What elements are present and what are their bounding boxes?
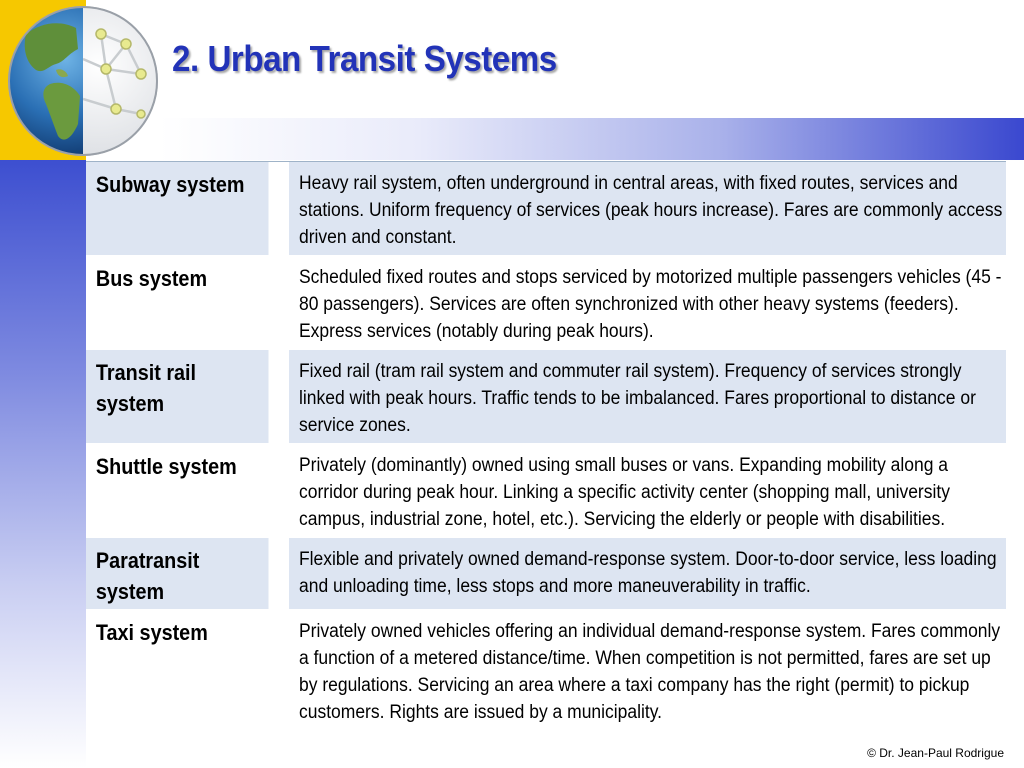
system-description-text: Privately owned vehicles offering an individual demand-response system. Fares commonly a function of a metered distance/time. When competition is not permitted, fares are set up by regulations. Servicing an area where a taxi company has the right (permit) to pickup customers. Rights are issued by a municipality. bbox=[299, 621, 1001, 723]
system-type: Subway system bbox=[86, 162, 269, 256]
system-description bbox=[289, 162, 1006, 256]
transit-systems-table bbox=[86, 161, 1006, 731]
system-description bbox=[289, 610, 1006, 731]
table-row bbox=[86, 538, 1006, 610]
system-type: Taxi system bbox=[86, 610, 269, 731]
table-row bbox=[86, 162, 1006, 256]
table-row bbox=[86, 610, 1006, 731]
copyright-notice: © Dr. Jean-Paul Rodrigue bbox=[867, 746, 1004, 760]
system-type: Paratransit system bbox=[86, 538, 269, 610]
system-description-text: Fixed rail (tram rail system and commuter rail system). Frequency of services strongly linked with peak hours. Traffic tends to be imbalanced. Fares proportional to distance or service zones. bbox=[299, 361, 976, 436]
system-description bbox=[289, 350, 1006, 444]
table-row bbox=[86, 256, 1006, 350]
system-description bbox=[289, 538, 1006, 610]
system-description bbox=[289, 256, 1006, 350]
system-description-text: Heavy rail system, often underground in central areas, with fixed routes, services and stations. Uniform frequency of services (peak hours increase). Fares are commonly access driven and constant. bbox=[299, 173, 1003, 248]
globe-network-icon bbox=[6, 4, 160, 158]
table-row bbox=[86, 444, 1006, 538]
system-description-text: Flexible and privately owned demand-response system. Door-to-door service, less loading and unloading time, less stops and more maneuverability in traffic. bbox=[299, 549, 997, 597]
system-description bbox=[289, 444, 1006, 538]
system-description-text: Privately (dominantly) owned using small buses or vans. Expanding mobility along a corridor during peak hour. Linking a specific activity center (shopping mall, university campus, industrial zone, hotel, etc.). Servicing the elderly or people with disabilities. bbox=[299, 455, 950, 530]
title-gradient-band bbox=[160, 118, 1024, 160]
table-row bbox=[86, 350, 1006, 444]
system-type: Shuttle system bbox=[86, 444, 269, 538]
system-type: Transit rail system bbox=[86, 350, 269, 444]
slide-title: 2. Urban Transit Systems bbox=[172, 38, 557, 79]
system-description-text: Scheduled fixed routes and stops serviced by motorized multiple passengers vehicles (45 - 80 passengers). Services are often synchronized with other heavy systems (feeders). Express services (notably during peak hours). bbox=[299, 267, 1002, 342]
system-type: Bus system bbox=[86, 256, 269, 350]
left-gradient-bar bbox=[0, 160, 86, 768]
